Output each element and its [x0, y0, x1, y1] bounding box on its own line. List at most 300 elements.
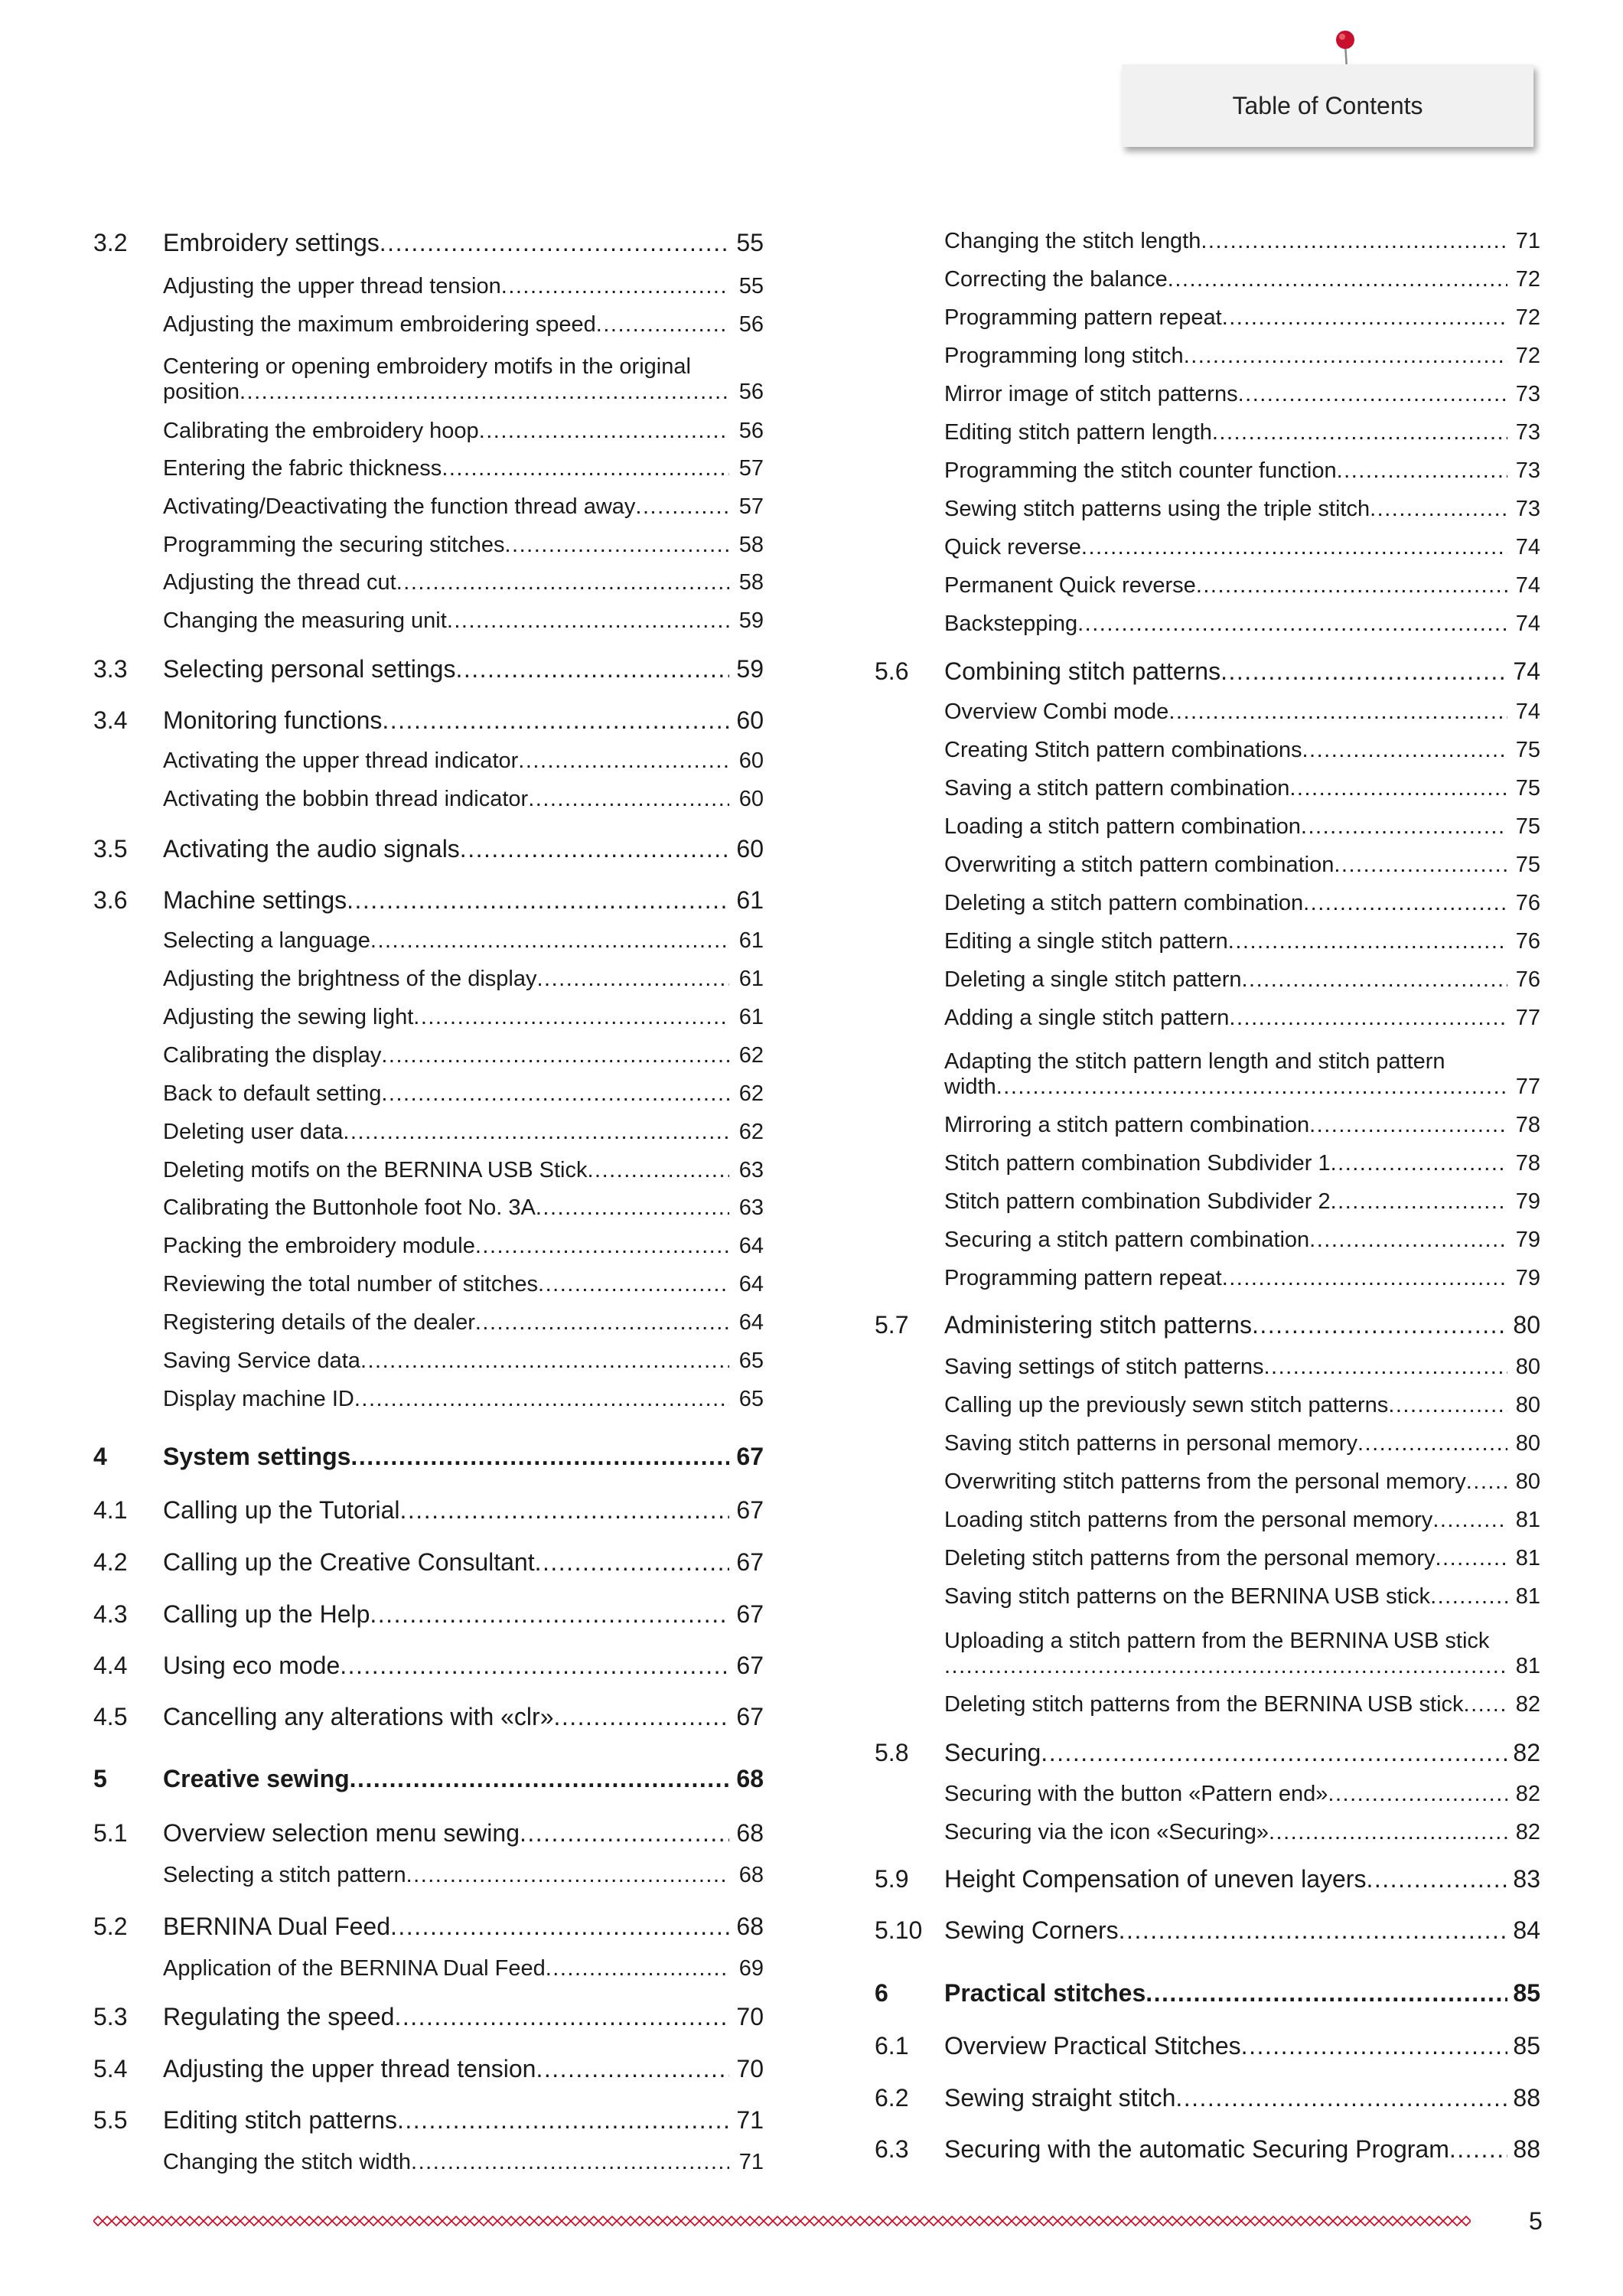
entry-title: Changing the stitch width ..... [163, 2150, 729, 2175]
page-ref: 72 [1515, 344, 1540, 368]
toc-entry[interactable] [875, 924, 1540, 954]
entry-title: Using eco mode ..... [163, 1652, 729, 1680]
toc-entry[interactable] [93, 1543, 764, 1577]
toc-entry[interactable] [875, 771, 1540, 801]
page-ref: 69 [738, 1956, 764, 1981]
entry-title: Activating the upper thread indicator ..... [163, 748, 729, 774]
toc-entry[interactable] [93, 1760, 764, 1793]
toc-entry[interactable] [875, 1541, 1540, 1571]
toc-entry[interactable] [875, 1306, 1540, 1339]
toc-entry[interactable] [875, 606, 1540, 637]
page-ref: 63 [738, 1195, 764, 1220]
toc-entry[interactable] [875, 2079, 1540, 2112]
entry-title: Practical stitches ..... [944, 1979, 1507, 2007]
page-ref: 61 [738, 1005, 764, 1029]
entry-title: Deleting a stitch pattern combination ..... [944, 891, 1507, 916]
table-of-contents-tab [1122, 64, 1533, 147]
entry-title: Adjusting the brightness of the display ..... [163, 967, 729, 992]
toc-entry[interactable] [93, 2050, 764, 2083]
toc-entry[interactable] [875, 1579, 1540, 1609]
entry-title: Calling up the previously sewn stitch patterns ..... [944, 1393, 1507, 1418]
page-ref: 61 [738, 928, 764, 953]
section-number: 3.2 [93, 229, 128, 256]
page-ref: 70 [736, 2003, 764, 2030]
page-ref: 74 [1513, 657, 1540, 685]
page-ref: 63 [738, 1158, 764, 1182]
entry-title: Backstepping ..... [944, 612, 1507, 637]
page-ref: 64 [738, 1272, 764, 1296]
toc-entry[interactable] [875, 491, 1540, 522]
page-ref: 88 [1513, 2135, 1540, 2163]
page-ref: 75 [1515, 738, 1540, 762]
page-ref: 56 [738, 380, 764, 404]
entry-title: Deleting a single stitch pattern ..... [944, 967, 1507, 993]
toc-entry[interactable] [93, 1343, 764, 1374]
entry-title: Saving settings of stitch patterns ..... [944, 1355, 1507, 1380]
section-number: 6 [875, 1979, 888, 2007]
toc-entry[interactable] [93, 527, 764, 558]
toc-entry[interactable] [875, 1426, 1540, 1456]
page-ref: 55 [736, 229, 764, 256]
entry-title: Programming pattern repeat ..... [944, 305, 1507, 331]
entry-title: Deleting stitch patterns from the BERNINA USB stick ..... [944, 1692, 1507, 1717]
page-ref: 60 [736, 835, 764, 863]
toc-entry[interactable] [875, 694, 1540, 725]
entry-title: Securing via the icon «Securing» ..... [944, 1820, 1507, 1845]
page-ref: 80 [1515, 1469, 1540, 1494]
page-ref: 77 [1515, 1006, 1540, 1030]
page-ref: 80 [1513, 1311, 1540, 1339]
section-number: 3.3 [93, 655, 128, 683]
toc-entry[interactable] [875, 1974, 1540, 2007]
toc-entry[interactable] [93, 344, 764, 405]
entry-title: Administering stitch patterns ..... [944, 1311, 1507, 1339]
entry-title: Back to default setting ..... [163, 1081, 729, 1107]
toc-entry[interactable] [93, 1857, 764, 1888]
entry-title: Sewing stitch patterns using the triple stitch ..... [944, 497, 1507, 522]
page-ref: 80 [1515, 1431, 1540, 1456]
toc-entry[interactable] [93, 881, 764, 915]
toc-entry[interactable] [93, 781, 764, 812]
page-ref: 84 [1513, 1916, 1540, 1944]
toc-entry[interactable] [93, 1646, 764, 1680]
section-number: 4.1 [93, 1496, 128, 1524]
entry-title: Editing stitch pattern length ..... [944, 420, 1507, 445]
toc-entry[interactable] [93, 1190, 764, 1221]
toc-entry[interactable] [875, 962, 1540, 993]
toc-entry[interactable] [93, 1305, 764, 1336]
toc-entry[interactable] [875, 377, 1540, 407]
section-number: 5.2 [93, 1913, 128, 1940]
entry-title: Editing a single stitch pattern ..... [944, 929, 1507, 954]
entry-title: Reviewing the total number of stitches ..... [163, 1272, 729, 1297]
toc-entry[interactable] [875, 885, 1540, 916]
page-ref: 56 [738, 312, 764, 337]
page-ref: 71 [1515, 229, 1540, 253]
entry-title: Saving stitch patterns in personal memory ..... [944, 1431, 1507, 1456]
page-ref: 74 [1515, 700, 1540, 724]
entry-title: Activating the audio signals ..... [163, 835, 729, 863]
toc-entry[interactable] [875, 652, 1540, 686]
page-ref: 81 [1515, 1508, 1540, 1532]
page-ref: 76 [1515, 967, 1540, 992]
toc-entry[interactable] [875, 1184, 1540, 1215]
entry-title: Adding a single stitch pattern ..... [944, 1006, 1507, 1031]
entry-title: Deleting stitch patterns from the personal memory ..... [944, 1546, 1507, 1571]
toc-entry[interactable] [875, 1464, 1540, 1495]
entry-title: Height Compensation of uneven layers ..... [944, 1865, 1507, 1893]
entry-title: Adjusting the upper thread tension ..... [163, 274, 729, 299]
page-ref: 56 [738, 419, 764, 443]
page-ref: 71 [738, 2150, 764, 2174]
page-ref: 74 [1515, 612, 1540, 636]
toc-entry[interactable] [93, 1076, 764, 1107]
entry-title: Regulating the speed ..... [163, 2003, 729, 2031]
page-ref: 68 [736, 1913, 764, 1940]
entry-title: Sewing straight stitch ..... [944, 2084, 1507, 2112]
toc-entry[interactable] [875, 2027, 1540, 2060]
toc-entry[interactable] [875, 338, 1540, 369]
section-number: 5.7 [875, 1311, 909, 1339]
entry-title: Calling up the Tutorial ..... [163, 1496, 729, 1525]
entry-title: Uploading a stitch pattern from the BERNINA USB stick ..... [944, 1629, 1507, 1679]
page-ref: 81 [1515, 1546, 1540, 1570]
section-number: 3.6 [93, 886, 128, 914]
toc-entry[interactable] [875, 1146, 1540, 1176]
entry-title: Saving stitch patterns on the BERNINA USB stick ..... [944, 1584, 1507, 1609]
page-ref: 73 [1515, 458, 1540, 483]
page-ref: 70 [736, 2055, 764, 2082]
toc-entry[interactable] [875, 809, 1540, 840]
section-number: 5.5 [93, 2106, 128, 2134]
entry-title: Activating/Deactivating the function thread away ..... [163, 494, 729, 520]
toc-entry[interactable] [875, 1815, 1540, 1845]
toc-entry[interactable] [93, 650, 764, 683]
entry-title: System settings ..... [163, 1443, 729, 1471]
page-ref: 82 [1515, 1782, 1540, 1806]
entry-title: Registering details of the dealer ..... [163, 1310, 729, 1336]
page-ref: 76 [1515, 929, 1540, 954]
section-number: 6.3 [875, 2135, 909, 2163]
toc-entry[interactable] [93, 269, 764, 299]
page-ref: 75 [1515, 853, 1540, 877]
entry-title: Mirroring a stitch pattern combination ..... [944, 1113, 1507, 1138]
page-ref: 60 [738, 748, 764, 773]
entry-title: Changing the measuring unit ..... [163, 608, 729, 634]
section-number: 5 [93, 1765, 107, 1792]
entry-title: Calibrating the embroidery hoop ..... [163, 419, 729, 444]
entry-title: BERNINA Dual Feed ..... [163, 1913, 729, 1941]
entry-title: Adjusting the sewing light ..... [163, 1005, 729, 1030]
page-ref: 80 [1515, 1393, 1540, 1417]
page-ref: 75 [1515, 776, 1540, 801]
toc-entry[interactable] [93, 1038, 764, 1068]
page-ref: 85 [1513, 2032, 1540, 2060]
entry-title: Selecting a stitch pattern ..... [163, 1863, 729, 1888]
page-ref: 68 [736, 1819, 764, 1847]
toc-entry[interactable] [93, 307, 764, 338]
entry-title: Adapting the stitch pattern length and stitch pattern width ..... [944, 1049, 1507, 1100]
entry-title: Calibrating the display ..... [163, 1043, 729, 1068]
entry-title: Packing the embroidery module ..... [163, 1234, 729, 1259]
section-number: 4.3 [93, 1600, 128, 1628]
toc-entry[interactable] [93, 1907, 764, 1941]
entry-title: Securing ..... [944, 1739, 1507, 1767]
page-ref: 62 [738, 1120, 764, 1144]
entry-title: Adjusting the upper thread tension ..... [163, 2055, 729, 2083]
page-ref: 65 [738, 1349, 764, 1373]
toc-entry[interactable] [875, 732, 1540, 763]
entry-title: Calibrating the Buttonhole foot No. 3A ..... [163, 1195, 729, 1221]
entry-title: Cancelling any alterations with «clr» ..... [163, 1703, 729, 1731]
toc-entry[interactable] [93, 489, 764, 520]
page-ref: 55 [738, 274, 764, 298]
toc-entry[interactable] [93, 413, 764, 444]
entry-title: Deleting motifs on the BERNINA USB Stick ..... [163, 1158, 729, 1183]
entry-title: Saving a stitch pattern combination ..... [944, 776, 1507, 801]
entry-title: Adjusting the thread cut ..... [163, 570, 729, 595]
toc-entry[interactable] [875, 847, 1540, 878]
page-ref: 73 [1515, 420, 1540, 445]
entry-title: Machine settings ..... [163, 886, 729, 915]
entry-title: Centering or opening embroidery motifs in the original position ..... [163, 354, 729, 405]
page-ref: 61 [738, 967, 764, 991]
section-number: 4 [93, 1443, 107, 1470]
page-ref: 78 [1515, 1151, 1540, 1176]
entry-title: Entering the fabric thickness ..... [163, 456, 729, 481]
toc-entry[interactable] [875, 568, 1540, 598]
page-number: 5 [1529, 2207, 1543, 2235]
toc-entry[interactable] [875, 1261, 1540, 1291]
page-ref: 59 [736, 655, 764, 683]
page-ref: 57 [738, 494, 764, 519]
page-ref: 61 [736, 886, 764, 914]
entry-title: Quick reverse ..... [944, 535, 1507, 560]
entry-title: Programming long stitch ..... [944, 344, 1507, 369]
entry-title: Permanent Quick reverse ..... [944, 573, 1507, 598]
page-ref: 81 [1515, 1584, 1540, 1609]
section-number: 4.2 [93, 1548, 128, 1576]
toc-entry[interactable] [875, 223, 1540, 254]
entry-title: Selecting a language ..... [163, 928, 729, 954]
tab-label: Table of Contents [1232, 92, 1423, 119]
toc-entry[interactable] [93, 1267, 764, 1297]
entry-title: Overview Practical Stitches ..... [944, 2032, 1507, 2060]
page-ref: 78 [1515, 1113, 1540, 1137]
section-number: 5.10 [875, 1916, 923, 1944]
page-ref: 64 [738, 1310, 764, 1335]
toc-entry[interactable] [93, 743, 764, 774]
toc-entry[interactable] [875, 1687, 1540, 1717]
section-number: 6.1 [875, 2032, 909, 2060]
toc-entry[interactable] [93, 1698, 764, 1731]
entry-title: Application of the BERNINA Dual Feed ..... [163, 1956, 729, 1981]
toc-entry[interactable] [93, 1951, 764, 1981]
page-ref: 67 [736, 1496, 764, 1524]
entry-title: Display machine ID ..... [163, 1387, 729, 1412]
toc-entry[interactable] [93, 1381, 764, 1412]
toc-entry[interactable] [875, 1000, 1540, 1031]
entry-title: Loading stitch patterns from the personal memory ..... [944, 1508, 1507, 1533]
page-ref: 65 [738, 1387, 764, 1411]
page-ref: 60 [736, 706, 764, 734]
section-number: 5.6 [875, 657, 909, 685]
entry-title: Sewing Corners ..... [944, 1916, 1507, 1945]
entry-title: Loading a stitch pattern combination ..... [944, 814, 1507, 840]
entry-title: Selecting personal settings ..... [163, 655, 729, 683]
page-ref: 77 [1515, 1075, 1540, 1099]
section-number: 6.2 [875, 2084, 909, 2112]
page-ref: 79 [1515, 1189, 1540, 1214]
toc-entry[interactable] [93, 1114, 764, 1145]
page-ref: 64 [738, 1234, 764, 1258]
page-ref: 74 [1515, 573, 1540, 598]
page-ref: 59 [738, 608, 764, 633]
page-ref: 85 [1513, 1979, 1540, 2007]
page-ref: 68 [738, 1863, 764, 1887]
page-ref: 72 [1515, 267, 1540, 292]
toc-entry[interactable] [93, 1998, 764, 2031]
toc-entry[interactable] [93, 830, 764, 863]
entry-title: Stitch pattern combination Subdivider 1 ..... [944, 1151, 1507, 1176]
toc-entry[interactable] [875, 300, 1540, 331]
page-ref: 71 [736, 2106, 764, 2134]
toc-entry[interactable] [93, 1437, 764, 1471]
toc-entry[interactable] [875, 1222, 1540, 1253]
entry-title: Calling up the Creative Consultant ..... [163, 1548, 729, 1577]
page-ref: 67 [736, 1703, 764, 1730]
page-ref: 82 [1515, 1820, 1540, 1844]
toc-entry[interactable] [93, 1228, 764, 1259]
section-number: 5.9 [875, 1865, 909, 1893]
entry-title: Editing stitch patterns ..... [163, 2106, 729, 2135]
page-ref: 79 [1515, 1266, 1540, 1290]
entry-title: Overview Combi mode ..... [944, 700, 1507, 725]
section-number: 5.1 [93, 1819, 128, 1847]
entry-title: Correcting the balance ..... [944, 267, 1507, 292]
toc-entry[interactable] [875, 1776, 1540, 1807]
toc-entry[interactable] [875, 1502, 1540, 1533]
toc-entry[interactable] [875, 1911, 1540, 1945]
page-ref: 72 [1515, 305, 1540, 330]
entry-title: Mirror image of stitch patterns ..... [944, 382, 1507, 407]
page-ref: 73 [1515, 382, 1540, 406]
toc-entry[interactable] [93, 701, 764, 735]
page-ref: 82 [1513, 1739, 1540, 1766]
page-ref: 62 [738, 1043, 764, 1068]
toc-entry[interactable] [93, 603, 764, 634]
section-number: 5.8 [875, 1739, 909, 1766]
page-ref: 58 [738, 570, 764, 595]
toc-entry[interactable] [93, 2101, 764, 2135]
toc-entry[interactable] [93, 451, 764, 481]
entry-title: Combining stitch patterns ..... [944, 657, 1507, 686]
toc-entry[interactable] [93, 961, 764, 992]
toc-entry[interactable] [875, 262, 1540, 292]
page-ref: 81 [1515, 1654, 1540, 1678]
entry-title: Activating the bobbin thread indicator ..... [163, 787, 729, 812]
page-ref: 76 [1515, 891, 1540, 915]
toc-entry[interactable] [93, 565, 764, 595]
entry-title: Stitch pattern combination Subdivider 2 ..... [944, 1189, 1507, 1215]
toc-entry[interactable] [93, 1000, 764, 1030]
page-ref: 83 [1513, 1865, 1540, 1893]
section-number: 3.5 [93, 835, 128, 863]
page-ref: 57 [738, 456, 764, 481]
toc-entry[interactable] [93, 2144, 764, 2175]
entry-title: Overview selection menu sewing ..... [163, 1819, 729, 1848]
toc-entry[interactable] [875, 1860, 1540, 1893]
entry-title: Calling up the Help ..... [163, 1600, 729, 1629]
toc-entry[interactable] [875, 2130, 1540, 2164]
page-ref: 62 [738, 1081, 764, 1106]
page-ref: 79 [1515, 1228, 1540, 1252]
page-ref: 67 [736, 1600, 764, 1628]
entry-title: Creative sewing ..... [163, 1765, 729, 1793]
section-number: 4.5 [93, 1703, 128, 1730]
toc-entry[interactable] [93, 223, 764, 257]
entry-title: Adjusting the maximum embroidering speed ..... [163, 312, 729, 338]
page-ref: 88 [1513, 2084, 1540, 2112]
page-ref: 58 [738, 533, 764, 557]
toc-entry[interactable] [875, 530, 1540, 560]
entry-title: Programming the securing stitches ..... [163, 533, 729, 558]
entry-title: Embroidery settings ..... [163, 229, 729, 257]
page-ref: 73 [1515, 497, 1540, 521]
section-number: 5.4 [93, 2055, 128, 2082]
page-ref: 60 [738, 787, 764, 811]
toc-entry[interactable] [875, 1107, 1540, 1138]
page-ref: 67 [736, 1652, 764, 1679]
entry-title: Securing a stitch pattern combination ..... [944, 1228, 1507, 1253]
toc-entry[interactable] [875, 1388, 1540, 1418]
entry-title: Programming pattern repeat ..... [944, 1266, 1507, 1291]
entry-title: Saving Service data ..... [163, 1349, 729, 1374]
toc-entry[interactable] [875, 1039, 1540, 1100]
toc-entry[interactable] [875, 1618, 1540, 1679]
entry-title: Securing with the button «Pattern end» ..... [944, 1782, 1507, 1807]
toc-entry[interactable] [875, 453, 1540, 484]
toc-entry[interactable] [93, 923, 764, 954]
entry-title: Overwriting a stitch pattern combination ..... [944, 853, 1507, 878]
page-ref: 74 [1515, 535, 1540, 559]
section-number: 4.4 [93, 1652, 128, 1679]
toc-entry[interactable] [93, 1814, 764, 1848]
entry-title: Overwriting stitch patterns from the personal memory ..... [944, 1469, 1507, 1495]
decorative-footer-border [93, 2213, 1471, 2229]
toc-entry[interactable] [875, 1733, 1540, 1767]
entry-title: Securing with the automatic Securing Program ..... [944, 2135, 1507, 2164]
entry-title: Monitoring functions ..... [163, 706, 729, 735]
toc-entry[interactable] [875, 415, 1540, 445]
entry-title: Programming the stitch counter function ..... [944, 458, 1507, 484]
page-ref: 75 [1515, 814, 1540, 839]
page-ref: 67 [736, 1443, 764, 1470]
page-ref: 82 [1515, 1692, 1540, 1717]
toc-entry[interactable] [875, 1349, 1540, 1380]
toc-entry[interactable] [93, 1153, 764, 1183]
page-ref: 80 [1515, 1355, 1540, 1379]
section-number: 5.3 [93, 2003, 128, 2030]
section-number: 3.4 [93, 706, 128, 734]
page-ref: 67 [736, 1548, 764, 1576]
entry-title: Changing the stitch length ..... [944, 229, 1507, 254]
entry-title: Deleting user data ..... [163, 1120, 729, 1145]
entry-title: Creating Stitch pattern combinations ..... [944, 738, 1507, 763]
toc-entry[interactable] [93, 1491, 764, 1525]
toc-entry[interactable] [93, 1595, 764, 1629]
page-ref: 68 [736, 1765, 764, 1792]
